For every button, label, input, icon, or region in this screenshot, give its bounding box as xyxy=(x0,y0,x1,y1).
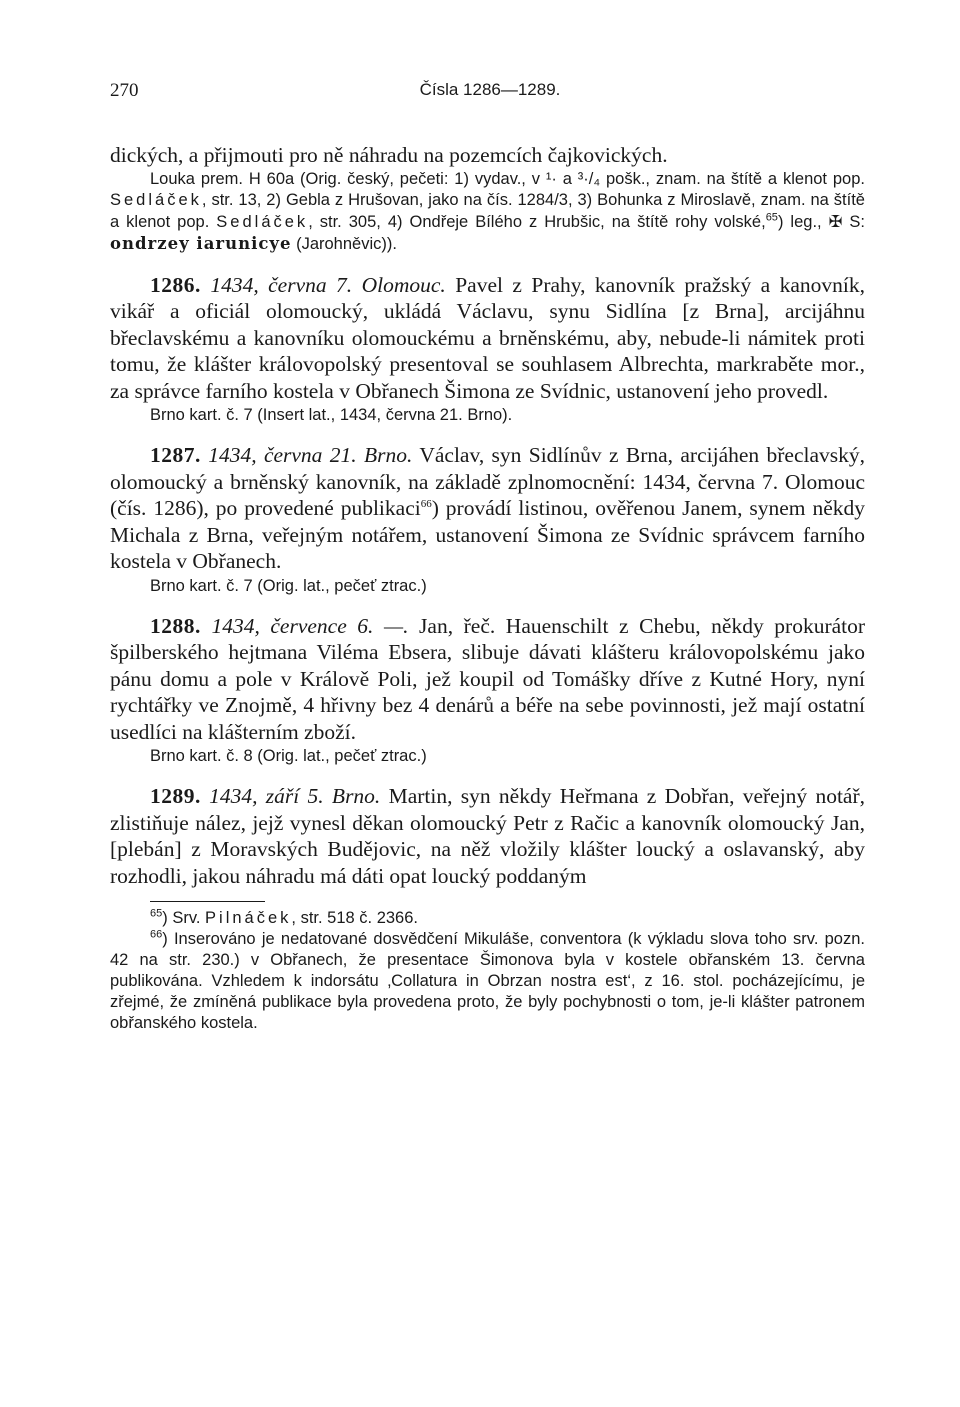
footnote-mark: 65 xyxy=(150,907,163,920)
footnote-66: $^{66}$) Inserováno je nedatované dosvědčení Mikuláše, conventora (k výkladu slova toho srv. pozn. 42 na str. 230.) v Obřanech, že presentace Šimonova byla v kostele obřanském 13. června publikována. Vzhledem k indorsátu ‚Collatura in Obrzan nostra est‘, z 16. stol. pocházejícímu, je zřejmé, že zmíněná publikace byla provedena proto, že byly pochybnosti o tom, je-li klášter patronem obřanského kostela. xyxy=(110,928,865,1032)
entry-text: 1287. 1434, června 21. Brno. Václav, syn Sidlínův z Brna, arcijáhen břeclavský, olomoucký a brněnský kanovník, na základě zplnomocnění: 1434, června 7. Olomouc (čís. 1286), po provedené publikaci$^{66}$) provádí listinou, ověřenou Janem, synem někdy Michala z Brna, veřejným notářem, ustanovení Šimona ze Svídnic správcem farního kostela v Obřanech. xyxy=(110,443,865,573)
entry-number: 1287. xyxy=(150,443,201,467)
footnote-65: $^{65}$) Srv. Pilnáček, str. 518 č. 2366. xyxy=(150,907,418,927)
entry-1287 xyxy=(110,442,865,597)
footnote-mark: 66 xyxy=(150,928,163,941)
continuation-paragraph: dických, a přijmouti pro ně náhradu na pozemcích čajkovických. xyxy=(110,143,668,167)
entry-1286 xyxy=(110,272,865,427)
entry-text: 1289. 1434, září 5. Brno. Martin, syn někdy Heřmana z Dobřan, veřejný notář, zlistiňuje nález, jejž vynesl děkan olomoucký Petr z Račic a kanovník olomoucký Jan, [plebán] z Moravských Budějovic, na něž vložily klášter loucký a oslavanský, aby rozhodli, jakou náhradu má dáti opat loucký poddaným xyxy=(110,784,866,888)
entry-number: 1286. xyxy=(150,272,201,297)
footnote-ref-66[interactable]: 66 xyxy=(420,497,432,510)
entry-text: 1288. 1434, července 6. —. Jan, řeč. Hauenschilt z Chebu, někdy prokurátor špilberského hejtmana Viléma Ebsera, slibuje dávati klášteru královopolskému jako pánu domu a pole v Králově Poli, jež koupil od Tomášky dříve z Kutné Hory, nyní rychtářky ve Znojmě, 4 hřivny bez 4 denárů a béře na sebe povinnosti, jež mají ostatní usedlíci na klášterním zboží. xyxy=(110,613,866,744)
entry-text: 1286. 1434, června 7. Olomouc. Pavel z Prahy, kanovník pražský a kanovník, vikář a oficiál olomoucký, ukládá Václavu, synu Sidlína [z Brna], arcijáhnu břeclavskému a kanovníku olomouckému a brněnskému, aby, nebude-li námitek proti tomu, že klášter královopolský presentoval se souhlasem Albrechta, markraběte mor., za správce farního kostela v Obřanech Šimona ze Svídnic, ustanovení jeho provedl. xyxy=(110,272,866,403)
entry-1289 xyxy=(110,783,865,889)
running-header xyxy=(110,80,870,110)
seal-legend: ondrzey iarunicye xyxy=(110,234,292,253)
entry-date: 1434, června 7. Olomouc. xyxy=(210,272,446,297)
entry-date: 1434, září 5. Brno. xyxy=(209,784,381,808)
entry-number: 1288. xyxy=(150,613,201,638)
entry-number: 1289. xyxy=(150,784,201,808)
footnote-divider xyxy=(150,901,265,902)
page-number: 270 xyxy=(110,80,139,101)
entry-source: Brno kart. č. 7 (Insert lat., 1434, června 21. Brno). xyxy=(150,406,513,424)
entry-1288 xyxy=(110,613,865,768)
entry-date: 1434, července 6. —. xyxy=(211,613,409,638)
number-range: Čísla 1286—1289. xyxy=(419,80,561,99)
continuation-source: Louka prem. H 60a (Orig. český, pečeti: 1) vydav., v ¹· a ³·/₄ pošk., znam. na štítě a klenot pop. Sedláček, str. 13, 2) Gebla z Hrušovan, jako na čís. 1284/3, 3) Bohunka z Miroslavě, znam. na štítě a klenot pop. Sedláček, str. 305, 4) Ondřeje Bílého z Hrubšic, na štítě rohy volské,$^{65}$) leg., ✠ S: ondrzey iarunicye (Jarohněvic)). xyxy=(110,169,866,253)
entry-source: Brno kart. č. 7 (Orig. lat., pečeť ztrac.) xyxy=(150,576,427,595)
page-body xyxy=(110,142,865,1034)
entry-source: Brno kart. č. 8 (Orig. lat., pečeť ztrac.) xyxy=(150,747,427,765)
entry-date: 1434, června 21. Brno. xyxy=(208,443,413,467)
footnote-ref-65[interactable]: 65 xyxy=(765,211,778,223)
